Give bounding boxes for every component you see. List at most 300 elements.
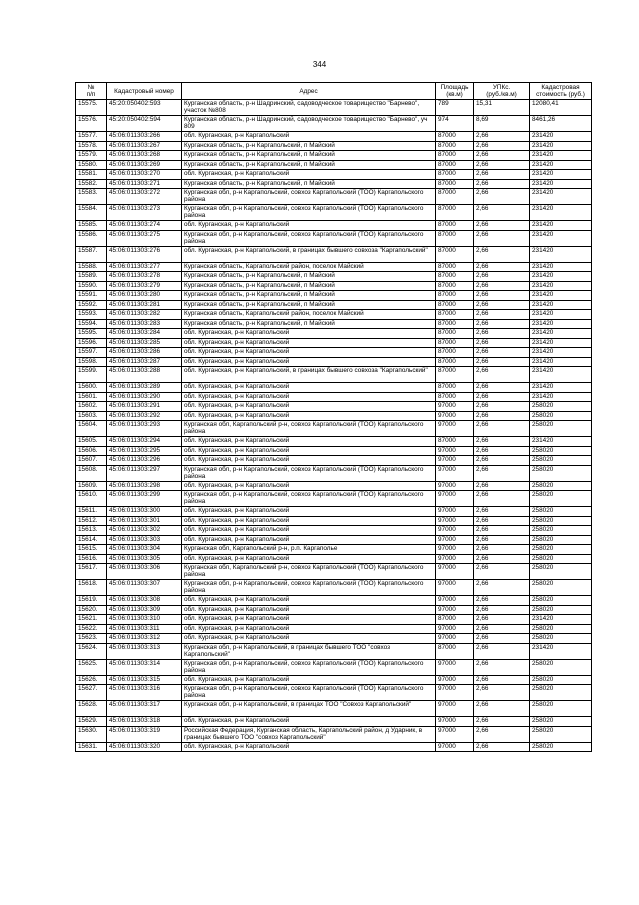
header-number: № п/п [76, 83, 107, 100]
cell-area: 97000 [436, 554, 474, 564]
cell-cadastral-cost: 258020 [530, 526, 592, 536]
cell-row-number: 15608. [76, 465, 107, 481]
table-row [76, 545, 592, 555]
cell-cadastral-number: 45:06:011303:274 [107, 221, 182, 231]
cell-cadastral-cost: 258020 [530, 675, 592, 685]
cell-address: Курганская обл, р-н Каргапольский, совхоз Каргапольский (ТОО) Каргапольского района [182, 491, 436, 507]
cell-row-number: 15617. [76, 564, 107, 580]
cell-area: 87000 [436, 392, 474, 402]
cell-upks: 2,66 [474, 189, 530, 205]
cell-upks: 2,66 [474, 615, 530, 625]
cell-cadastral-cost: 258020 [530, 545, 592, 555]
cell-address: обл. Курганская, р-н Каргапольский, в границах бывшего совхоза "Каргапольский" [182, 246, 436, 262]
cell-address: Курганская обл, Каргапольский р-н, совхоз Каргапольский (ТОО) Каргапольского района [182, 421, 436, 437]
table-row [76, 685, 592, 701]
cell-upks: 2,66 [474, 132, 530, 142]
cell-area: 97000 [436, 675, 474, 685]
cell-cadastral-number: 45:06:011303:294 [107, 437, 182, 447]
table-row [76, 100, 592, 116]
cell-row-number: 15627. [76, 685, 107, 701]
cell-address: обл. Курганская, р-н Каргапольский [182, 596, 436, 606]
cell-area: 87000 [436, 205, 474, 221]
cell-upks: 2,66 [474, 685, 530, 701]
cell-address: Курганская обл, Каргапольский р-н, р.п. Каргаполье [182, 545, 436, 555]
cell-address: обл. Курганская, р-н Каргапольский [182, 338, 436, 348]
cell-area: 87000 [436, 281, 474, 291]
cell-area: 87000 [436, 262, 474, 272]
cell-upks: 2,66 [474, 221, 530, 231]
cell-area: 87000 [436, 179, 474, 189]
cell-address: обл. Курганская, р-н Каргапольский [182, 526, 436, 536]
cell-cadastral-number: 45:06:011303:282 [107, 310, 182, 320]
cell-address: Курганская обл, р-н Каргапольский, совхоз Каргапольский (ТОО) Каргапольского района [182, 580, 436, 596]
table-row [76, 205, 592, 221]
cell-cadastral-number: 45:06:011303:291 [107, 402, 182, 412]
cell-upks: 2,66 [474, 554, 530, 564]
cell-upks: 15,31 [474, 100, 530, 116]
table-header-row [76, 83, 592, 100]
cell-address: Курганская область, р-н Каргапольский, п Майский [182, 291, 436, 301]
cell-cadastral-cost: 231420 [530, 272, 592, 282]
cell-cadastral-cost: 231420 [530, 367, 592, 383]
cell-row-number: 15581. [76, 170, 107, 180]
table-row [76, 132, 592, 142]
cell-area: 97000 [436, 465, 474, 481]
table-row [76, 300, 592, 310]
cell-address: обл. Курганская, р-н Каргапольский [182, 605, 436, 615]
cell-cadastral-cost: 231420 [530, 300, 592, 310]
cell-cadastral-cost: 258020 [530, 596, 592, 606]
cell-row-number: 15578. [76, 141, 107, 151]
cell-upks: 2,66 [474, 329, 530, 339]
cell-cadastral-number: 45:06:011303:295 [107, 446, 182, 456]
cell-address: обл. Курганская, р-н Каргапольский [182, 554, 436, 564]
cell-row-number: 15577. [76, 132, 107, 142]
cell-area: 789 [436, 100, 474, 116]
cell-upks: 2,66 [474, 421, 530, 437]
cell-cadastral-cost: 231420 [530, 319, 592, 329]
cell-cadastral-number: 45:06:011303:299 [107, 491, 182, 507]
cell-row-number: 15589. [76, 272, 107, 282]
cell-row-number: 15593. [76, 310, 107, 320]
cell-row-number: 15604. [76, 421, 107, 437]
cell-address: Курганская обл, р-н Каргапольский, совхоз Каргапольский (ТОО) Каргапольского района [182, 465, 436, 481]
cell-cadastral-number: 45:06:011303:311 [107, 624, 182, 634]
table-row [76, 526, 592, 536]
cell-area: 97000 [436, 421, 474, 437]
cell-address: Российская Федерация, Курганская область, Каргапольский район, д Ударник, в границах бывшего ТОО "совхоз Каргапольский" [182, 726, 436, 742]
table-row [76, 615, 592, 625]
cell-area: 87000 [436, 367, 474, 383]
table-row [76, 507, 592, 517]
cell-cadastral-cost: 231420 [530, 189, 592, 205]
table-row [76, 141, 592, 151]
cell-cadastral-cost: 258020 [530, 507, 592, 517]
cell-row-number: 15605. [76, 437, 107, 447]
cell-row-number: 15603. [76, 411, 107, 421]
cell-cadastral-cost: 231420 [530, 338, 592, 348]
table-row [76, 402, 592, 412]
cell-area: 87000 [436, 357, 474, 367]
cell-cadastral-cost: 231420 [530, 310, 592, 320]
cell-cadastral-number: 45:06:011303:290 [107, 392, 182, 402]
cell-area: 97000 [436, 491, 474, 507]
cell-address: обл. Курганская, р-н Каргапольский [182, 329, 436, 339]
cell-row-number: 15584. [76, 205, 107, 221]
cell-cadastral-number: 45:06:011303:293 [107, 421, 182, 437]
cell-upks: 2,66 [474, 437, 530, 447]
cell-cadastral-number: 45:06:011303:266 [107, 132, 182, 142]
cell-area: 87000 [436, 230, 474, 246]
cell-area: 87000 [436, 272, 474, 282]
table-row [76, 319, 592, 329]
cell-cadastral-cost: 258020 [530, 516, 592, 526]
cell-area: 97000 [436, 742, 474, 752]
cell-row-number: 15611. [76, 507, 107, 517]
cell-address: Курганская обл, Каргапольский р-н, совхоз Каргапольский (ТОО) Каргапольского района [182, 564, 436, 580]
cell-cadastral-number: 45:06:011303:303 [107, 535, 182, 545]
cell-cadastral-number: 45:06:011303:268 [107, 151, 182, 161]
cell-cadastral-cost: 12080,41 [530, 100, 592, 116]
table-row [76, 272, 592, 282]
cell-upks: 2,66 [474, 392, 530, 402]
cell-upks: 2,66 [474, 701, 530, 717]
cell-area: 97000 [436, 580, 474, 596]
cell-row-number: 15590. [76, 281, 107, 291]
cell-cadastral-number: 45:06:011303:273 [107, 205, 182, 221]
cell-cadastral-cost: 231420 [530, 383, 592, 393]
table-row [76, 281, 592, 291]
cell-cadastral-number: 45:06:011303:304 [107, 545, 182, 555]
cell-cadastral-cost: 258020 [530, 659, 592, 675]
cell-area: 97000 [436, 634, 474, 644]
cell-address: обл. Курганская, р-н Каргапольский [182, 132, 436, 142]
cell-row-number: 15626. [76, 675, 107, 685]
cell-row-number: 15588. [76, 262, 107, 272]
cell-cadastral-number: 45:06:011303:313 [107, 643, 182, 659]
cell-area: 97000 [436, 596, 474, 606]
cell-row-number: 15612. [76, 516, 107, 526]
table-row [76, 605, 592, 615]
cell-cadastral-number: 45:06:011303:289 [107, 383, 182, 393]
table-row [76, 491, 592, 507]
table-row [76, 151, 592, 161]
cell-row-number: 15580. [76, 160, 107, 170]
cell-cadastral-number: 45:06:011303:317 [107, 701, 182, 717]
cell-address: Курганская область, р-н Каргапольский, п Майский [182, 151, 436, 161]
table-row [76, 179, 592, 189]
cell-cadastral-number: 45:20:050402:593 [107, 100, 182, 116]
cell-cadastral-cost: 231420 [530, 246, 592, 262]
cell-cadastral-cost: 258020 [530, 634, 592, 644]
cell-row-number: 15596. [76, 338, 107, 348]
cell-upks: 2,66 [474, 338, 530, 348]
cell-row-number: 15613. [76, 526, 107, 536]
cell-upks: 2,66 [474, 726, 530, 742]
cell-address: обл. Курганская, р-н Каргапольский [182, 516, 436, 526]
cell-area: 87000 [436, 338, 474, 348]
cell-cadastral-cost: 258020 [530, 465, 592, 481]
cell-upks: 2,66 [474, 481, 530, 491]
cell-cadastral-cost: 258020 [530, 605, 592, 615]
cell-area: 97000 [436, 526, 474, 536]
cell-address: Курганская обл, р-н Каргапольский, совхоз Каргапольский (ТОО) Каргапольского района [182, 659, 436, 675]
cell-area: 87000 [436, 348, 474, 358]
header-area: Площадь (кв.м) [436, 83, 474, 100]
cell-cadastral-number: 45:06:011303:276 [107, 246, 182, 262]
cell-row-number: 15606. [76, 446, 107, 456]
cell-cadastral-number: 45:06:011303:277 [107, 262, 182, 272]
cell-cadastral-number: 45:06:011303:315 [107, 675, 182, 685]
cell-area: 87000 [436, 141, 474, 151]
cell-upks: 2,66 [474, 564, 530, 580]
cell-address: обл. Курганская, р-н Каргапольский [182, 535, 436, 545]
cell-cadastral-cost: 8461,26 [530, 116, 592, 132]
table-row [76, 535, 592, 545]
cell-row-number: 15621. [76, 615, 107, 625]
cell-cadastral-cost: 231420 [530, 151, 592, 161]
cell-upks: 2,66 [474, 507, 530, 517]
cell-upks: 2,66 [474, 367, 530, 383]
cell-address: обл. Курганская, р-н Каргапольский [182, 456, 436, 466]
cell-address: обл. Курганская, р-н Каргапольский [182, 742, 436, 752]
cell-row-number: 15610. [76, 491, 107, 507]
cell-address: Курганская обл, р-н Каргапольский, совхоз Каргапольский (ТОО) Каргапольского района [182, 230, 436, 246]
cell-upks: 2,66 [474, 456, 530, 466]
table-row [76, 624, 592, 634]
cell-upks: 2,66 [474, 179, 530, 189]
cell-cadastral-number: 45:06:011303:283 [107, 319, 182, 329]
cell-row-number: 15618. [76, 580, 107, 596]
cell-cadastral-cost: 231420 [530, 437, 592, 447]
cell-area: 87000 [436, 310, 474, 320]
table-row [76, 437, 592, 447]
cell-cadastral-cost: 258020 [530, 446, 592, 456]
cell-area: 87000 [436, 160, 474, 170]
cell-upks: 2,66 [474, 383, 530, 393]
cell-row-number: 15616. [76, 554, 107, 564]
cell-address: обл. Курганская, р-н Каргапольский [182, 411, 436, 421]
cell-row-number: 15587. [76, 246, 107, 262]
cell-cadastral-cost: 231420 [530, 205, 592, 221]
cell-address: обл. Курганская, р-н Каргапольский [182, 392, 436, 402]
table-row [76, 456, 592, 466]
page-number: 344 [312, 60, 327, 69]
cell-area: 97000 [436, 717, 474, 727]
cell-address: Курганская обл, р-н Каргапольский, в границах бывшего ТОО "совхоз Каргапольский" [182, 643, 436, 659]
cell-row-number: 15583. [76, 189, 107, 205]
cell-row-number: 15597. [76, 348, 107, 358]
cell-cadastral-number: 45:06:011303:272 [107, 189, 182, 205]
cell-area: 87000 [436, 291, 474, 301]
header-upks: УПКс. (руб./кв.м) [474, 83, 530, 100]
cell-upks: 2,66 [474, 170, 530, 180]
cell-cadastral-number: 45:06:011303:314 [107, 659, 182, 675]
cell-row-number: 15582. [76, 179, 107, 189]
table-row [76, 338, 592, 348]
cell-upks: 2,66 [474, 357, 530, 367]
cell-address: обл. Курганская, р-н Каргапольский [182, 624, 436, 634]
cell-address: Курганская область, Каргапольский район, поселок Майский [182, 262, 436, 272]
cell-upks: 2,66 [474, 281, 530, 291]
cell-row-number: 15600. [76, 383, 107, 393]
cell-upks: 2,66 [474, 300, 530, 310]
cell-cadastral-number: 45:06:011303:308 [107, 596, 182, 606]
cell-row-number: 15631. [76, 742, 107, 752]
cell-upks: 2,66 [474, 596, 530, 606]
cell-row-number: 15620. [76, 605, 107, 615]
cell-row-number: 15594. [76, 319, 107, 329]
cell-cadastral-cost: 231420 [530, 160, 592, 170]
cell-row-number: 15623. [76, 634, 107, 644]
cell-cadastral-cost: 258020 [530, 402, 592, 412]
cell-upks: 2,66 [474, 605, 530, 615]
cell-upks: 2,66 [474, 151, 530, 161]
cell-cadastral-cost: 231420 [530, 615, 592, 625]
cell-row-number: 15598. [76, 357, 107, 367]
cell-cadastral-number: 45:06:011303:300 [107, 507, 182, 517]
cell-cadastral-cost: 231420 [530, 357, 592, 367]
cell-area: 97000 [436, 659, 474, 675]
cell-cadastral-cost: 258020 [530, 554, 592, 564]
cell-area: 87000 [436, 615, 474, 625]
cell-address: обл. Курганская, р-н Каргапольский, в границах бывшего совхоза "Каргапольский" [182, 367, 436, 383]
table-row [76, 170, 592, 180]
cell-area: 97000 [436, 605, 474, 615]
cell-cadastral-cost: 231420 [530, 291, 592, 301]
cell-cadastral-cost: 231420 [530, 132, 592, 142]
table-row [76, 357, 592, 367]
table-row [76, 189, 592, 205]
cell-area: 87000 [436, 221, 474, 231]
cell-row-number: 15585. [76, 221, 107, 231]
table-row [76, 742, 592, 752]
cell-row-number: 15624. [76, 643, 107, 659]
cell-area: 87000 [436, 319, 474, 329]
cell-upks: 2,66 [474, 272, 530, 282]
cell-cadastral-number: 45:06:011303:312 [107, 634, 182, 644]
cell-area: 97000 [436, 507, 474, 517]
table-row [76, 643, 592, 659]
cell-upks: 2,66 [474, 141, 530, 151]
cell-address: обл. Курганская, р-н Каргапольский [182, 348, 436, 358]
cell-cadastral-cost: 258020 [530, 685, 592, 701]
cell-upks: 2,66 [474, 411, 530, 421]
cell-cadastral-number: 45:06:011303:287 [107, 357, 182, 367]
cell-cadastral-number: 45:06:011303:296 [107, 456, 182, 466]
cell-row-number: 15619. [76, 596, 107, 606]
cell-area: 97000 [436, 701, 474, 717]
cell-upks: 2,66 [474, 348, 530, 358]
cell-cadastral-number: 45:06:011303:270 [107, 170, 182, 180]
cell-row-number: 15575. [76, 100, 107, 116]
cell-cadastral-number: 45:06:011303:284 [107, 329, 182, 339]
cell-area: 97000 [436, 456, 474, 466]
cell-upks: 2,66 [474, 446, 530, 456]
cell-cadastral-number: 45:06:011303:319 [107, 726, 182, 742]
cell-address: обл. Курганская, р-н Каргапольский [182, 383, 436, 393]
cell-area: 87000 [436, 246, 474, 262]
cell-cadastral-number: 45:06:011303:292 [107, 411, 182, 421]
cell-area: 87000 [436, 189, 474, 205]
cell-cadastral-cost: 258020 [530, 624, 592, 634]
cell-row-number: 15629. [76, 717, 107, 727]
cell-row-number: 15622. [76, 624, 107, 634]
cell-area: 87000 [436, 329, 474, 339]
table-row [76, 246, 592, 262]
cell-row-number: 15609. [76, 481, 107, 491]
cell-cadastral-number: 45:06:011303:285 [107, 338, 182, 348]
cell-cadastral-number: 45:20:050402:594 [107, 116, 182, 132]
table-row [76, 659, 592, 675]
cell-upks: 2,66 [474, 659, 530, 675]
cadastral-table [75, 82, 592, 752]
cell-row-number: 15601. [76, 392, 107, 402]
cell-upks: 2,66 [474, 526, 530, 536]
table-row [76, 367, 592, 383]
cell-cadastral-number: 45:06:011303:288 [107, 367, 182, 383]
table-row [76, 554, 592, 564]
cell-cadastral-number: 45:06:011303:271 [107, 179, 182, 189]
cell-row-number: 15628. [76, 701, 107, 717]
table-row [76, 421, 592, 437]
cell-upks: 2,66 [474, 160, 530, 170]
table-row [76, 348, 592, 358]
cell-row-number: 15592. [76, 300, 107, 310]
table-row [76, 221, 592, 231]
cell-address: Курганская область, р-н Каргапольский, п Майский [182, 179, 436, 189]
cell-cadastral-cost: 258020 [530, 535, 592, 545]
cell-upks: 2,66 [474, 262, 530, 272]
cell-area: 87000 [436, 151, 474, 161]
cell-cadastral-number: 45:06:011303:281 [107, 300, 182, 310]
cell-area: 97000 [436, 685, 474, 701]
cell-row-number: 15614. [76, 535, 107, 545]
cell-area: 974 [436, 116, 474, 132]
cell-row-number: 15595. [76, 329, 107, 339]
cell-upks: 2,66 [474, 402, 530, 412]
cell-cadastral-cost: 258020 [530, 456, 592, 466]
cell-cadastral-number: 45:06:011303:309 [107, 605, 182, 615]
cell-cadastral-cost: 231420 [530, 348, 592, 358]
cell-cadastral-number: 45:06:011303:297 [107, 465, 182, 481]
cell-cadastral-number: 45:06:011303:301 [107, 516, 182, 526]
cell-cadastral-cost: 231420 [530, 329, 592, 339]
cell-upks: 2,66 [474, 310, 530, 320]
cell-cadastral-number: 45:06:011303:267 [107, 141, 182, 151]
cell-upks: 2,66 [474, 643, 530, 659]
cell-upks: 2,66 [474, 465, 530, 481]
cell-cadastral-cost: 231420 [530, 392, 592, 402]
table-row [76, 717, 592, 727]
cell-address: Курганская область, р-н Каргапольский, п Майский [182, 272, 436, 282]
cell-cadastral-number: 45:06:011303:279 [107, 281, 182, 291]
cell-row-number: 15602. [76, 402, 107, 412]
cell-row-number: 15630. [76, 726, 107, 742]
cell-upks: 2,66 [474, 634, 530, 644]
cell-cadastral-number: 45:06:011303:316 [107, 685, 182, 701]
table-row [76, 310, 592, 320]
cell-cadastral-cost: 258020 [530, 742, 592, 752]
cell-cadastral-number: 45:06:011303:298 [107, 481, 182, 491]
cell-address: Курганская область, Каргапольский район, поселок Майский [182, 310, 436, 320]
cell-upks: 2,66 [474, 717, 530, 727]
cell-cadastral-number: 45:06:011303:280 [107, 291, 182, 301]
cell-row-number: 15599. [76, 367, 107, 383]
cell-row-number: 15615. [76, 545, 107, 555]
table-row [76, 726, 592, 742]
table-row [76, 675, 592, 685]
